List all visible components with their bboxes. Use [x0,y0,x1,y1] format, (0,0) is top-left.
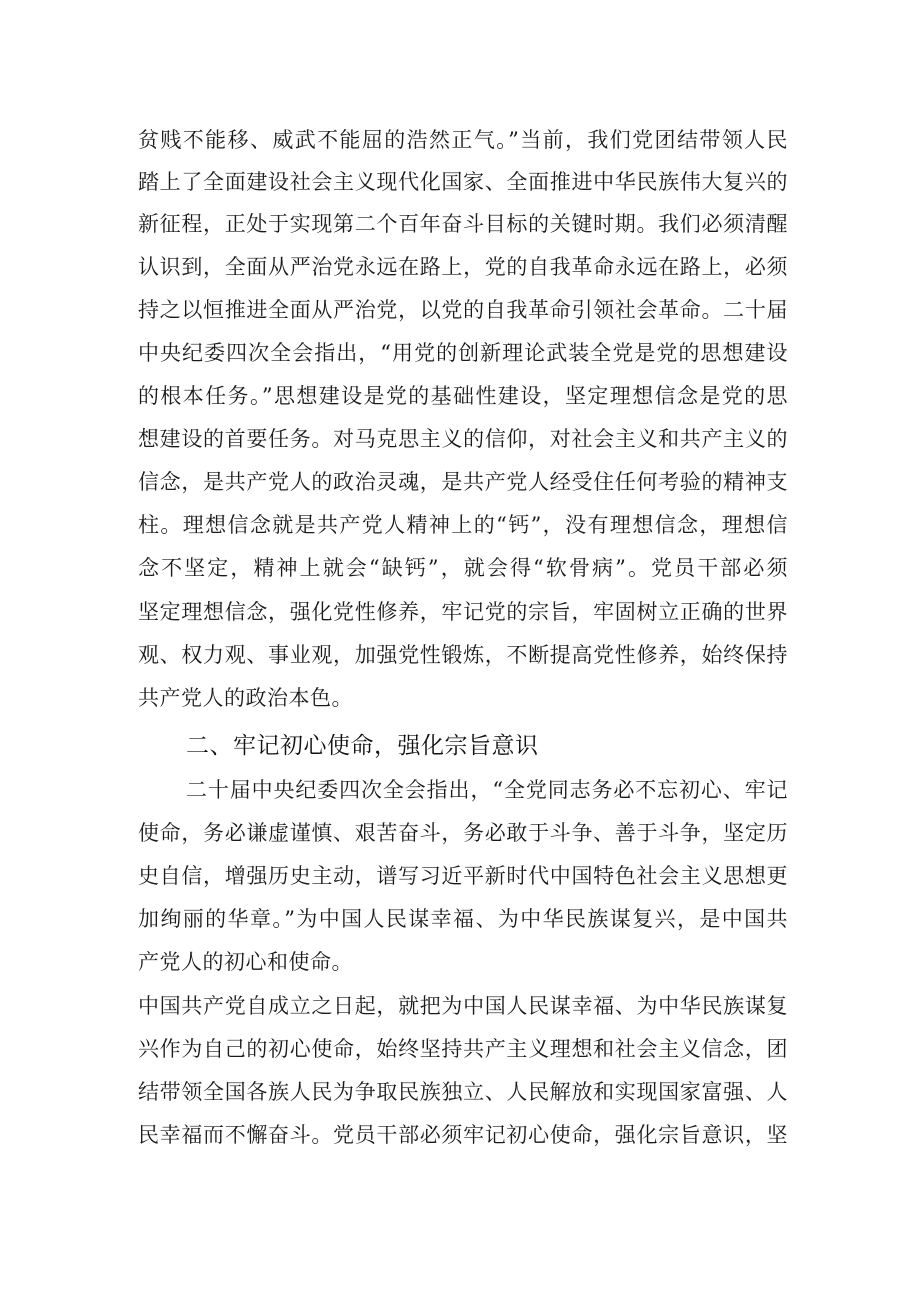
text-line: 念不坚定，精神上就会“缺钙”，就会得“软骨病”。党员干部必须 [138,556,788,580]
text-line: 共产党人的政治本色。 [138,686,353,710]
text-line: 观、权力观、事业观，加强党性锻炼，不断提高党性修养，始终保持 [138,643,788,667]
text-line: 中国共产党自成立之日起，就把为中国人民谋幸福、为中华民族谋复 [138,994,788,1018]
text-line: 民幸福而不懈奋斗。党员干部必须牢记初心使命，强化宗旨意识，坚 [138,1123,788,1147]
text-line: 坚定理想信念，强化党性修养，牢记党的宗旨，牢固树立正确的世界 [138,600,788,624]
text-line: 中央纪委四次全会指出，“用党的创新理论武装全党是党的思想建设 [138,341,788,365]
text-line: 加绚丽的华章。”为中国人民谋幸福、为中华民族谋复兴，是中国共 [138,907,788,931]
text-line: 信念，是共产党人的政治灵魂，是共产党人经受住任何考验的精神支 [138,470,788,494]
text-line: 兴作为自己的初心使命，始终坚持共产主义理想和社会主义信念，团 [138,1037,788,1061]
text-line: 持之以恒推进全面从严治党，以党的自我革命引领社会革命。二十届 [138,298,788,322]
text-line: 使命，务必谦虚谨慎、艰苦奋斗，务必敢于斗争、善于斗争，坚定历 [138,821,788,845]
section-heading: 二、牢记初心使命，强化宗旨意识 [186,733,539,759]
text-line: 史自信，增强历史主动，谱写习近平新时代中国特色社会主义思想更 [138,864,788,888]
text-line: 二十届中央纪委四次全会指出，“全党同志务必不忘初心、牢记 [186,778,788,802]
text-line: 的根本任务。”思想建设是党的基础性建设，坚定理想信念是党的思 [138,384,788,408]
text-line: 新征程，正处于实现第二个百年奋斗目标的关键时期。我们必须清醒 [138,212,788,236]
text-line: 想建设的首要任务。对马克思主义的信仰，对社会主义和共产主义的 [138,427,788,451]
text-line: 柱。理想信念就是共产党人精神上的“钙”，没有理想信念，理想信 [138,513,788,537]
text-line: 产党人的初心和使命。 [138,950,353,974]
text-line: 结带领全国各族人民为争取民族独立、人民解放和实现国家富强、人 [138,1080,788,1104]
text-line: 认识到，全面从严治党永远在路上，党的自我革命永远在路上，必须 [138,255,788,279]
text-line: 贫贱不能移、威武不能屈的浩然正气。”当前，我们党团结带领人民 [138,128,788,152]
text-line: 踏上了全面建设社会主义现代化国家、全面推进中华民族伟大复兴的 [138,170,788,194]
